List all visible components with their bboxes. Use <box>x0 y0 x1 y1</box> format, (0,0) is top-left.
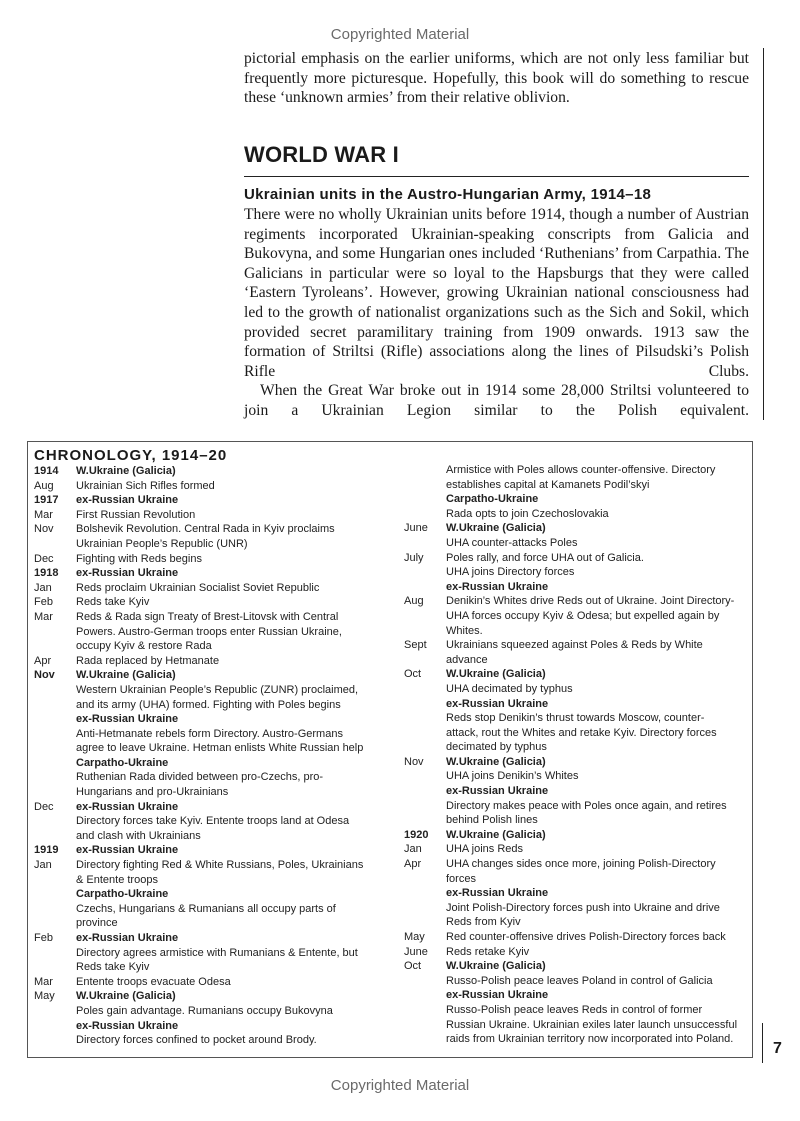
chronology-date: May <box>404 931 425 943</box>
chronology-region: W.Ukraine (Galicia) <box>76 465 176 477</box>
page-number: 7 <box>773 1040 782 1057</box>
chronology-event: Western Ukrainian People’s Republic (ZUNR) proclaimed, and its army (UHA) formed. Fighting with Poles begins <box>76 683 359 711</box>
chronology-region: ex-Russian Ukraine <box>446 887 549 900</box>
chronology-entry <box>34 654 384 669</box>
chronology-entry <box>34 858 384 887</box>
chronology-region: W.Ukraine (Galicia) <box>446 828 546 841</box>
chronology-date: Jan <box>34 859 52 872</box>
chronology-event: Ruthenian Rada divided between pro-Czechs, pro- Hungarians and pro-Ukrainians <box>76 771 324 799</box>
chronology-date: 1917 <box>34 494 59 507</box>
chronology-entry <box>34 756 384 771</box>
margin-rule <box>763 48 764 420</box>
chronology-region: W.Ukraine (Galicia) <box>446 522 546 535</box>
chronology-date: Nov <box>34 523 54 536</box>
chronology-region: ex-Russian Ukraine <box>446 989 549 1002</box>
chronology-event: Entente troops evacuate Odesa <box>76 975 231 988</box>
chronology-date <box>404 463 446 492</box>
chronology-event: UHA counter-attacks Poles <box>446 536 578 549</box>
chronology-event: Reds take Kyiv <box>76 596 150 609</box>
chronology-date: Mar <box>34 610 53 623</box>
chronology-entry <box>34 1019 384 1034</box>
chronology-date <box>34 902 76 931</box>
chronology-date: Oct <box>404 960 422 973</box>
intro-paragraph: pictorial emphasis on the earlier uniforms, which are not only less familiar but frequently more picturesque. Hopefully, this book will do something to rescue these ‘unknown armies’ from their relative oblivion. <box>244 50 749 107</box>
chronology-region: ex-Russian Ukraine <box>76 800 179 813</box>
chronology-date <box>34 887 76 902</box>
chronology-entry <box>34 770 384 799</box>
chronology-event: Directory agrees armistice with Rumanians & Entente, but Reds take Kyiv <box>76 946 358 974</box>
chronology-date: Mar <box>34 975 53 988</box>
chronology-date <box>34 1004 76 1019</box>
chronology-date: Feb <box>34 932 53 944</box>
chronology-entry <box>404 945 744 960</box>
chronology-entry <box>34 610 384 654</box>
section-heading: WORLD WAR I <box>244 142 399 167</box>
chronology-date <box>404 507 446 522</box>
chronology-date <box>34 770 76 799</box>
chronology-date: Oct <box>404 668 422 681</box>
chronology-entry <box>404 755 744 770</box>
chronology-entry <box>34 946 384 975</box>
body-paragraph-1: There were no wholly Ukrainian units before 1914, though a number of Austrian regiments incorporated Ukrainian-speaking conscripts from Galicia and Bukovyna, and some Hungarian ones included ‘Ruthenians’ from Carpathia. The Galicians in particular were so loyal to the Hapsburgs that they were called ‘Eastern Tyroleans’. However, growing Ukrainian national consciousness had led to the growth of nationalist organizations such as the Sich and Sokil, which provided secret paramilitary training from 1909 onwards. 1913 saw the formation of Striltsi (Rifle) associations along the lines of Pilsudski’s Polish Rifle Clubs. <box>244 206 749 380</box>
chronology-region: Carpatho-Ukraine <box>76 756 169 769</box>
chronology-title: CHRONOLOGY, 1914–20 <box>34 447 228 464</box>
chronology-date: Feb <box>34 596 53 609</box>
chronology-date <box>404 769 446 784</box>
chronology-date: 1914 <box>34 465 59 477</box>
chronology-event: Czechs, Hungarians & Rumanians all occupy parts of province <box>76 902 336 930</box>
chronology-region: W.Ukraine (Galicia) <box>446 755 546 768</box>
chronology-event: Reds & Rada sign Treaty of Brest-Litovsk with Central Powers. Austro-German troops enter Russian Ukraine, occupy Kyiv & restore Rada <box>76 610 342 653</box>
chronology-event: Rada replaced by Hetmanate <box>76 654 220 667</box>
chronology-event: Directory forces confined to pocket around Brody. <box>76 1034 317 1047</box>
chronology-entry <box>404 842 744 857</box>
chronology-entry <box>404 565 744 580</box>
chronology-region: ex-Russian Ukraine <box>76 494 179 507</box>
chronology-entry <box>34 814 384 843</box>
chronology-region: ex-Russian Ukraine <box>76 932 179 944</box>
chronology-entry <box>34 479 384 494</box>
chronology-date: Mar <box>34 508 53 521</box>
chronology-date <box>404 697 446 712</box>
chronology-region: W.Ukraine (Galicia) <box>76 990 176 1003</box>
chronology-event: Bolshevik Revolution. Central Rada in Kyiv proclaims Ukrainian People’s Republic (UNR) <box>76 523 335 550</box>
chronology-region: W.Ukraine (Galicia) <box>76 669 176 682</box>
chronology-entry <box>404 959 744 974</box>
chronology-entry <box>404 667 744 682</box>
chronology-date <box>34 727 76 756</box>
chronology-entry <box>404 492 744 507</box>
chronology-entry <box>404 988 744 1003</box>
chronology-region: W.Ukraine (Galicia) <box>446 668 546 681</box>
chronology-date <box>404 901 446 930</box>
chronology-event: Rada opts to join Czechoslovakia <box>446 507 609 520</box>
chronology-event: UHA joins Directory forces <box>446 566 575 579</box>
chronology-entry <box>34 1004 384 1019</box>
chronology-date <box>34 683 76 712</box>
chronology-entry <box>404 711 744 755</box>
chronology-event: Russo-Polish peace leaves Reds in control of former Russian Ukraine. Ukrainian exiles later launch unsuccessful raids from Ukrainian territory now incorporated into Poland. <box>446 1003 738 1046</box>
chronology-date <box>34 946 76 975</box>
chronology-event: Joint Polish-Directory forces push into Ukraine and drive Reds from Kyiv <box>446 901 720 929</box>
chronology-right-column <box>404 463 744 1047</box>
chronology-entry <box>404 930 744 945</box>
chronology-date <box>404 799 446 828</box>
chronology-entry <box>34 552 384 567</box>
chronology-date: Nov <box>34 669 55 682</box>
chronology-event: Reds proclaim Ukrainian Socialist Soviet Republic <box>76 581 320 594</box>
chronology-date <box>34 814 76 843</box>
chronology-date <box>34 756 76 771</box>
chronology-entry <box>404 799 744 828</box>
chronology-date: May <box>34 990 55 1003</box>
chronology-entry <box>404 521 744 536</box>
heading-rule <box>244 176 749 177</box>
chronology-event: Anti-Hetmanate rebels form Directory. Austro-Germans agree to leave Ukraine. Hetman enlists White Russian help <box>76 727 364 755</box>
chronology-event: Directory forces take Kyiv. Entente troops land at Odesa and clash with Ukrainians <box>76 815 350 842</box>
chronology-entry <box>34 902 384 931</box>
chronology-entry <box>404 638 744 667</box>
chronology-date: Sept <box>404 639 427 652</box>
chronology-region: ex-Russian Ukraine <box>76 844 179 857</box>
chronology-event: UHA decimated by typhus <box>446 682 573 695</box>
chronology-entry <box>34 508 384 523</box>
chronology-region: ex-Russian Ukraine <box>76 713 179 726</box>
chronology-event: Armistice with Poles allows counter-offensive. Directory establishes capital at Kamanets Podil’skyi <box>446 464 716 491</box>
chronology-entry <box>34 522 384 551</box>
chronology-region: ex-Russian Ukraine <box>76 567 179 580</box>
chronology-region: ex-Russian Ukraine <box>446 697 549 710</box>
body-paragraph-2: When the Great War broke out in 1914 some 28,000 Striltsi volunteered to join a Ukrainian Legion similar to the Polish equivalent. <box>244 382 749 419</box>
chronology-date <box>404 565 446 580</box>
chronology-date <box>404 988 446 1003</box>
chronology-event: Russo-Polish peace leaves Poland in control of Galicia <box>446 974 713 987</box>
chronology-date: 1918 <box>34 567 59 580</box>
page-number-rule <box>762 1023 763 1063</box>
chronology-region: Carpatho-Ukraine <box>446 493 539 506</box>
chronology-entry <box>34 566 384 581</box>
chronology-event: Directory makes peace with Poles once again, and retires behind Polish lines <box>446 799 727 827</box>
chronology-date: June <box>404 945 428 958</box>
chronology-date: Dec <box>34 800 54 813</box>
chronology-date: Aug <box>34 479 54 492</box>
chronology-date: Aug <box>404 595 424 608</box>
chronology-entry <box>404 886 744 901</box>
chronology-event: Poles rally, and force UHA out of Galicia. <box>446 551 644 564</box>
chronology-event: Reds stop Denikin’s thrust towards Moscow, counter- attack, rout the Whites and retake Kyiv. Directory forces decimated by typhus <box>446 712 717 754</box>
chronology-date: Apr <box>34 654 52 667</box>
chronology-date <box>34 1033 76 1048</box>
chronology-date <box>404 886 446 901</box>
chronology-date <box>404 682 446 697</box>
chronology-date: 1920 <box>404 828 429 841</box>
chronology-region: W.Ukraine (Galicia) <box>446 960 546 973</box>
chronology-event: UHA joins Denikin’s Whites <box>446 770 579 783</box>
chronology-entry <box>404 857 744 886</box>
watermark-top: Copyrighted Material <box>330 26 470 43</box>
chronology-entry <box>404 594 744 638</box>
chronology-entry <box>404 463 744 492</box>
chronology-region: Carpatho-Ukraine <box>76 888 169 901</box>
chronology-region: ex-Russian Ukraine <box>76 1019 179 1032</box>
chronology-date <box>34 1019 76 1034</box>
chronology-region: ex-Russian Ukraine <box>446 580 549 593</box>
chronology-entry <box>404 828 744 843</box>
chronology-entry <box>34 975 384 990</box>
chronology-event: Reds retake Kyiv <box>446 945 530 958</box>
chronology-entry <box>404 580 744 595</box>
chronology-entry <box>34 464 384 479</box>
chronology-box <box>27 441 753 1058</box>
chronology-entry <box>34 1033 384 1048</box>
subheading: Ukrainian units in the Austro-Hungarian Army, 1914–18 <box>244 186 652 203</box>
chronology-entry <box>34 800 384 815</box>
chronology-entry <box>34 843 384 858</box>
chronology-date <box>404 784 446 799</box>
chronology-entry <box>404 551 744 566</box>
chronology-event: UHA changes sides once more, joining Polish-Directory forces <box>446 858 716 885</box>
chronology-date: 1919 <box>34 844 59 857</box>
watermark-bottom: Copyrighted Material <box>330 1077 470 1094</box>
chronology-event: Denikin’s Whites drive Reds out of Ukraine. Joint Directory- UHA forces occupy Kyiv & Odesa; but expelled again by Whites. <box>446 595 735 637</box>
chronology-entry <box>34 493 384 508</box>
chronology-event: Ukrainians squeezed against Poles & Reds by White advance <box>446 639 703 666</box>
chronology-date: Apr <box>404 858 422 871</box>
section-body <box>244 205 749 421</box>
chronology-entry <box>404 784 744 799</box>
chronology-event: Directory fighting Red & White Russians, Poles, Ukrainians & Entente troops <box>76 859 364 886</box>
chronology-date <box>404 1003 446 1047</box>
chronology-date <box>404 580 446 595</box>
chronology-event: First Russian Revolution <box>76 508 196 521</box>
chronology-date: Dec <box>34 552 54 565</box>
chronology-event: Ukrainian Sich Rifles formed <box>76 479 215 492</box>
chronology-entry <box>34 595 384 610</box>
chronology-entry <box>404 682 744 697</box>
chronology-event: UHA joins Reds <box>446 843 524 856</box>
chronology-date: Jan <box>34 581 52 594</box>
chronology-region: ex-Russian Ukraine <box>446 785 549 798</box>
chronology-event: Red counter-offensive drives Polish-Directory forces back <box>446 931 726 943</box>
chronology-entry <box>34 887 384 902</box>
chronology-entry <box>404 974 744 989</box>
chronology-entry <box>404 536 744 551</box>
chronology-entry <box>34 727 384 756</box>
chronology-date: Jan <box>404 843 422 856</box>
chronology-date <box>404 974 446 989</box>
chronology-event: Poles gain advantage. Rumanians occupy Bukovyna <box>76 1004 333 1017</box>
chronology-entry <box>404 769 744 784</box>
chronology-entry <box>34 989 384 1004</box>
chronology-entry <box>34 683 384 712</box>
chronology-date: July <box>404 551 424 564</box>
chronology-date: Nov <box>404 755 424 768</box>
chronology-entry <box>34 581 384 596</box>
intro-block <box>244 49 749 108</box>
chronology-entry <box>404 901 744 930</box>
chronology-entry <box>34 668 384 683</box>
chronology-date <box>404 711 446 755</box>
chronology-entry <box>404 697 744 712</box>
chronology-date: June <box>404 522 428 535</box>
chronology-event: Fighting with Reds begins <box>76 552 202 565</box>
chronology-entry <box>34 931 384 946</box>
chronology-entry <box>404 507 744 522</box>
chronology-date <box>34 712 76 727</box>
chronology-date <box>404 492 446 507</box>
chronology-date <box>404 536 446 551</box>
chronology-entry <box>404 1003 744 1047</box>
chronology-left-column <box>34 464 384 1048</box>
chronology-entry <box>34 712 384 727</box>
